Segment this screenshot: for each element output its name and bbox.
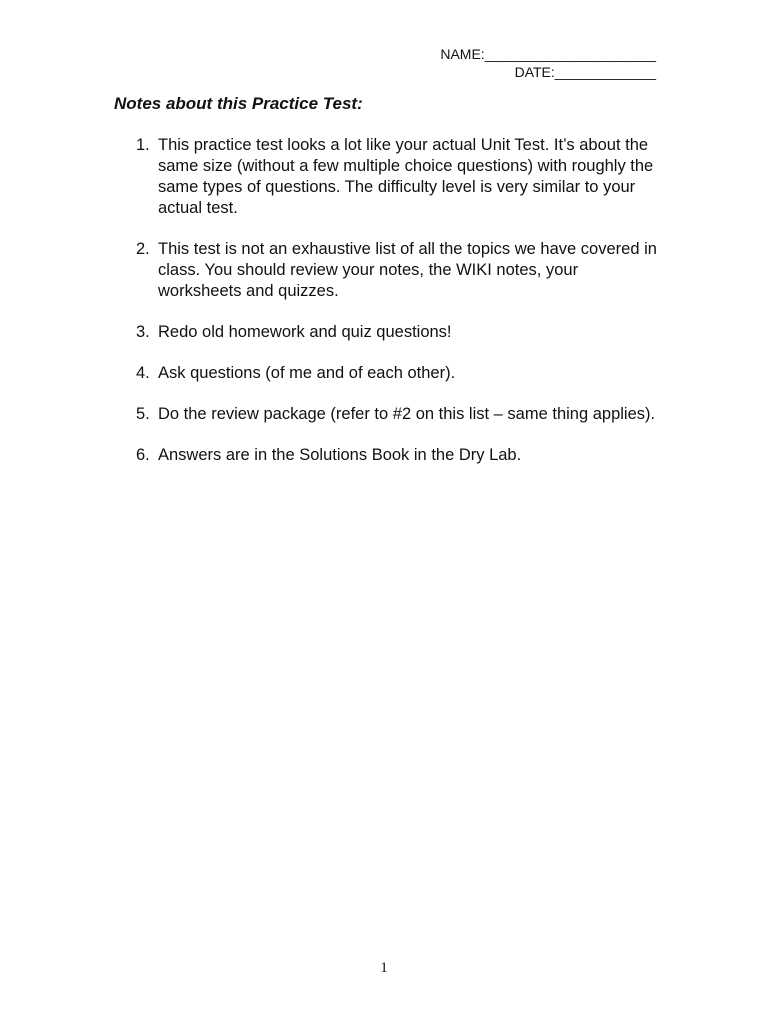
name-field: NAME:______________________: [440, 46, 656, 62]
list-item-number: 5.: [136, 405, 150, 423]
list-item-number: 2.: [136, 240, 150, 258]
list-item: [136, 322, 666, 343]
list-item-text: This practice test looks a lot like your actual Unit Test. It’s about the same size (without a few multiple choice questions) with roughly the same types of questions. The difficulty level is very similar to your actual test.: [158, 136, 654, 217]
list-item-number: 6.: [136, 446, 150, 464]
page-heading: Notes about this Practice Test:: [114, 94, 363, 113]
list-item: [136, 239, 666, 302]
notes-list: [136, 135, 666, 486]
list-item-number: 4.: [136, 364, 150, 382]
list-item: [136, 135, 666, 219]
date-field: DATE:_____________: [514, 64, 656, 80]
list-item-number: 3.: [136, 323, 150, 341]
list-item: [136, 404, 666, 425]
list-item-text: Redo old homework and quiz questions!: [158, 323, 452, 341]
list-item-text: This test is not an exhaustive list of all the topics we have covered in class. You should review your notes, the WIKI notes, your worksheets and quizzes.: [158, 240, 657, 300]
list-item: [136, 445, 666, 466]
list-item-number: 1.: [136, 136, 150, 154]
list-item-text: Answers are in the Solutions Book in the Dry Lab.: [158, 446, 522, 464]
list-item-text: Do the review package (refer to #2 on this list – same thing applies).: [158, 405, 656, 423]
page-number: 1: [380, 960, 388, 976]
list-item: [136, 363, 666, 384]
list-item-text: Ask questions (of me and of each other).: [158, 364, 456, 382]
